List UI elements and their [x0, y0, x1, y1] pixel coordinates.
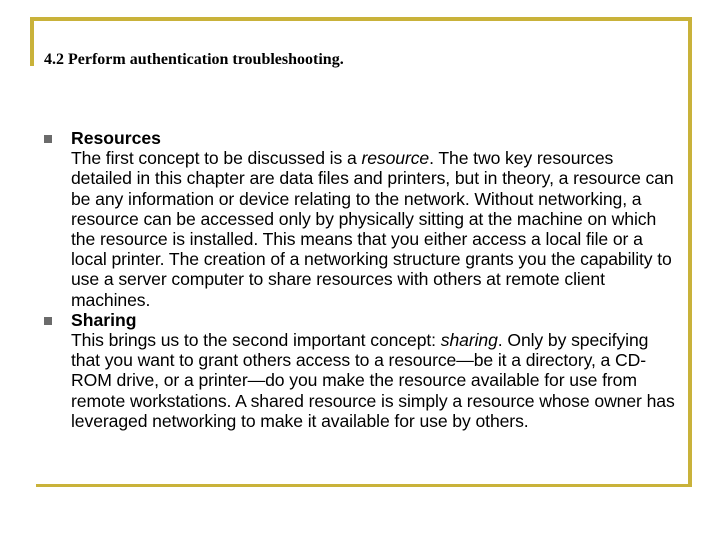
emphasized-term: sharing [440, 330, 498, 351]
paragraph-text: . Only by specifying that you want to grant others access to a resource—be it a directory, a CD-ROM drive, or a printer—do you make the resource available for use from remote workstations. A shared resource is simply a resource whose owner has leveraged networking to make it available for use by others. [71, 330, 675, 431]
frame-top-line [30, 17, 692, 21]
bullet-heading: Resources [71, 128, 161, 148]
bullet-heading: Sharing [71, 309, 137, 330]
paragraph-text: This brings us to the second important concept: [71, 330, 441, 351]
bullet-paragraph [71, 330, 676, 431]
bullet-list [44, 128, 676, 431]
emphasized-term: resource [361, 148, 430, 169]
paragraph-text: . The two key resources detailed in this chapter are data files and printers, but in theory, a resource can be any information or device relating to the network. Without networking, a resource can be accessed only by physically sitting at the machine on which the resource is installed. This means that you either access a local file or a local printer. The creation of a networking structure grants you the capability to use a server computer to share resources with others at remote client machines. [71, 148, 674, 310]
slide-title: 4.2 Perform authentication troubleshooting. [44, 51, 344, 68]
square-bullet-icon [44, 317, 52, 325]
bullet-item-resources [44, 128, 676, 310]
square-bullet-icon [44, 135, 52, 143]
bullet-paragraph [71, 148, 676, 310]
frame-right-line [688, 17, 692, 487]
bullet-item-sharing [44, 310, 676, 431]
frame-bottom-line [36, 484, 692, 487]
frame-left-line [30, 17, 34, 66]
paragraph-text: The first concept to be discussed is a [71, 148, 362, 169]
